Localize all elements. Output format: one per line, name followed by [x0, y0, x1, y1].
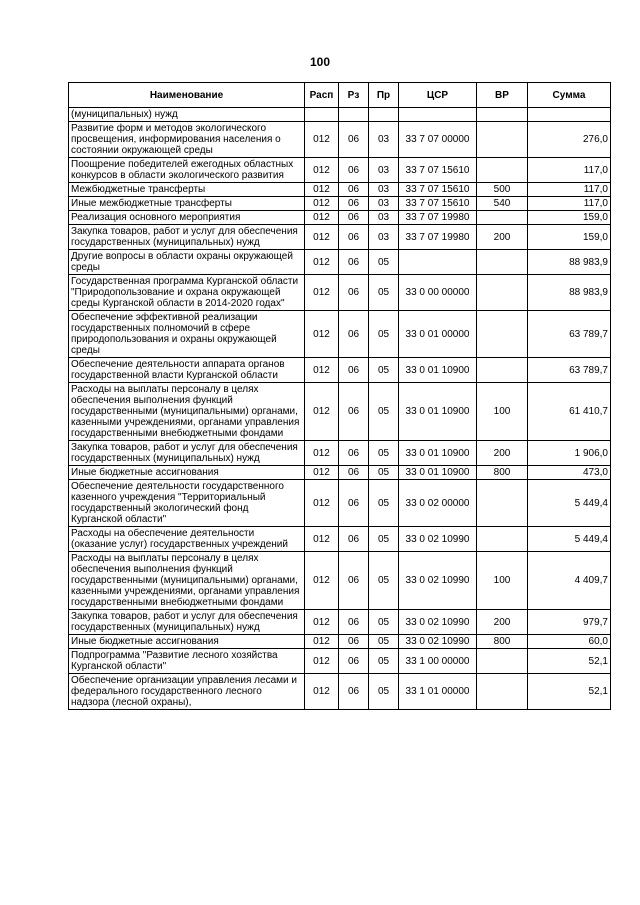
- row-csr-cell: 33 7 07 19980: [399, 211, 477, 225]
- row-name-cell: Закупка товаров, работ и услуг для обеспечения государственных (муниципальных) нужд: [69, 610, 305, 635]
- row-pr-cell: 05: [369, 250, 399, 275]
- row-sum-cell: 5 449,4: [528, 527, 611, 552]
- row-rasp-cell: 012: [305, 383, 339, 441]
- row-csr-cell: 33 0 01 10900: [399, 383, 477, 441]
- row-name-cell: Развитие форм и методов экологического просвещения, информирования населения о состоянии окружающей среды: [69, 122, 305, 158]
- row-rz-cell: 06: [339, 250, 369, 275]
- table-row: [69, 197, 611, 211]
- row-rz-cell: 06: [339, 383, 369, 441]
- row-sum-cell: 61 410,7: [528, 383, 611, 441]
- row-pr-cell: 03: [369, 197, 399, 211]
- row-pr-cell: 03: [369, 158, 399, 183]
- table-body: [69, 108, 611, 710]
- row-csr-cell: 33 0 02 00000: [399, 480, 477, 527]
- row-sum-cell: 117,0: [528, 197, 611, 211]
- row-rz-cell: 06: [339, 649, 369, 674]
- row-name-cell: Поощрение победителей ежегодных областных конкурсов в области экологического развития: [69, 158, 305, 183]
- row-rasp-cell: [305, 108, 339, 122]
- row-pr-cell: 05: [369, 383, 399, 441]
- row-rasp-cell: 012: [305, 441, 339, 466]
- row-rz-cell: 06: [339, 674, 369, 710]
- row-vr-cell: [477, 649, 528, 674]
- header-sum: Сумма: [528, 83, 611, 108]
- header-name: Наименование: [69, 83, 305, 108]
- row-vr-cell: [477, 527, 528, 552]
- row-pr-cell: 05: [369, 441, 399, 466]
- table-header-row: [69, 83, 611, 108]
- budget-table: [68, 82, 611, 710]
- row-sum-cell: 52,1: [528, 649, 611, 674]
- row-csr-cell: 33 0 01 10900: [399, 358, 477, 383]
- row-name-cell: Закупка товаров, работ и услуг для обеспечения государственных (муниципальных) нужд: [69, 225, 305, 250]
- row-sum-cell: 4 409,7: [528, 552, 611, 610]
- row-rz-cell: 06: [339, 527, 369, 552]
- row-rasp-cell: 012: [305, 225, 339, 250]
- row-name-cell: Расходы на выплаты персоналу в целях обеспечения выполнения функций государственными (муниципальными) органами, казенными учреждениями, органами управления государственными внебюджетными фондами: [69, 383, 305, 441]
- row-name-cell: Реализация основного мероприятия: [69, 211, 305, 225]
- row-csr-cell: 33 7 07 15610: [399, 158, 477, 183]
- row-name-cell: Обеспечение деятельности государственного казенного учреждения "Территориальный государственный экологический фонд Курганской области": [69, 480, 305, 527]
- row-vr-cell: 100: [477, 383, 528, 441]
- row-vr-cell: 540: [477, 197, 528, 211]
- row-name-cell: Обеспечение эффективной реализации государственных полномочий в сфере природопользования и охраны окружающей среды: [69, 311, 305, 358]
- row-csr-cell: 33 0 01 10900: [399, 466, 477, 480]
- row-rz-cell: 06: [339, 275, 369, 311]
- table-row: [69, 311, 611, 358]
- row-csr-cell: 33 7 07 00000: [399, 122, 477, 158]
- row-sum-cell: 88 983,9: [528, 250, 611, 275]
- row-rasp-cell: 012: [305, 552, 339, 610]
- table-row: [69, 649, 611, 674]
- table-row: [69, 225, 611, 250]
- row-rasp-cell: 012: [305, 480, 339, 527]
- row-vr-cell: [477, 250, 528, 275]
- row-name-cell: Расходы на выплаты персоналу в целях обеспечения выполнения функций государственными (муниципальными) органами, казенными учреждениями, органами управления государственными внебюджетными фондами: [69, 552, 305, 610]
- row-rasp-cell: 012: [305, 635, 339, 649]
- row-csr-cell: 33 0 02 10990: [399, 635, 477, 649]
- header-vr: ВР: [477, 83, 528, 108]
- row-pr-cell: 05: [369, 311, 399, 358]
- row-csr-cell: 33 1 01 00000: [399, 674, 477, 710]
- row-rasp-cell: 012: [305, 250, 339, 275]
- row-name-cell: Закупка товаров, работ и услуг для обеспечения государственных (муниципальных) нужд: [69, 441, 305, 466]
- header-pr: Пр: [369, 83, 399, 108]
- row-vr-cell: [477, 158, 528, 183]
- row-vr-cell: [477, 122, 528, 158]
- row-rasp-cell: 012: [305, 527, 339, 552]
- row-sum-cell: 159,0: [528, 211, 611, 225]
- row-rz-cell: 06: [339, 225, 369, 250]
- row-rz-cell: 06: [339, 610, 369, 635]
- row-rz-cell: 06: [339, 211, 369, 225]
- row-rasp-cell: 012: [305, 311, 339, 358]
- row-pr-cell: 05: [369, 552, 399, 610]
- row-rasp-cell: 012: [305, 466, 339, 480]
- row-vr-cell: 100: [477, 552, 528, 610]
- row-pr-cell: 03: [369, 122, 399, 158]
- table-row: [69, 275, 611, 311]
- table-row: [69, 383, 611, 441]
- row-csr-cell: 33 0 02 10990: [399, 527, 477, 552]
- row-pr-cell: 05: [369, 275, 399, 311]
- row-vr-cell: 800: [477, 635, 528, 649]
- row-csr-cell: 33 0 01 00000: [399, 311, 477, 358]
- row-pr-cell: 03: [369, 183, 399, 197]
- row-rasp-cell: 012: [305, 197, 339, 211]
- row-name-cell: Обеспечение деятельности аппарата органов государственной власти Курганской области: [69, 358, 305, 383]
- row-sum-cell: 473,0: [528, 466, 611, 480]
- row-name-cell: Межбюджетные трансферты: [69, 183, 305, 197]
- row-rz-cell: 06: [339, 158, 369, 183]
- row-vr-cell: 200: [477, 441, 528, 466]
- row-csr-cell: 33 0 01 10900: [399, 441, 477, 466]
- row-csr-cell: 33 7 07 19980: [399, 225, 477, 250]
- row-name-cell: Обеспечение организации управления лесами и федерального государственного лесного надзора (лесной охраны),: [69, 674, 305, 710]
- table-row: [69, 211, 611, 225]
- table-row: [69, 480, 611, 527]
- row-vr-cell: [477, 480, 528, 527]
- row-name-cell: Иные бюджетные ассигнования: [69, 466, 305, 480]
- row-vr-cell: [477, 311, 528, 358]
- row-rasp-cell: 012: [305, 358, 339, 383]
- row-vr-cell: [477, 358, 528, 383]
- row-sum-cell: 117,0: [528, 183, 611, 197]
- row-rz-cell: 06: [339, 197, 369, 211]
- row-name-cell: Расходы на обеспечение деятельности (оказание услуг) государственных учреждений: [69, 527, 305, 552]
- row-rz-cell: 06: [339, 441, 369, 466]
- table-row: [69, 635, 611, 649]
- row-name-cell: Иные межбюджетные трансферты: [69, 197, 305, 211]
- row-csr-cell: 33 0 00 00000: [399, 275, 477, 311]
- row-csr-cell: 33 0 02 10990: [399, 552, 477, 610]
- row-csr-cell: 33 0 02 10990: [399, 610, 477, 635]
- row-sum-cell: 60,0: [528, 635, 611, 649]
- row-rz-cell: [339, 108, 369, 122]
- row-vr-cell: 200: [477, 225, 528, 250]
- table-row: [69, 441, 611, 466]
- row-pr-cell: 05: [369, 480, 399, 527]
- table-row: [69, 358, 611, 383]
- row-vr-cell: 200: [477, 610, 528, 635]
- row-sum-cell: 63 789,7: [528, 358, 611, 383]
- table-row: [69, 527, 611, 552]
- row-csr-cell: [399, 108, 477, 122]
- row-rasp-cell: 012: [305, 275, 339, 311]
- row-csr-cell: 33 7 07 15610: [399, 183, 477, 197]
- row-sum-cell: 117,0: [528, 158, 611, 183]
- row-rasp-cell: 012: [305, 610, 339, 635]
- row-pr-cell: 03: [369, 225, 399, 250]
- row-vr-cell: 500: [477, 183, 528, 197]
- table-row: [69, 108, 611, 122]
- header-rasp: Расп: [305, 83, 339, 108]
- table-row: [69, 674, 611, 710]
- row-rasp-cell: 012: [305, 183, 339, 197]
- table-row: [69, 183, 611, 197]
- row-rasp-cell: 012: [305, 649, 339, 674]
- row-rz-cell: 06: [339, 122, 369, 158]
- table-row: [69, 122, 611, 158]
- row-pr-cell: 05: [369, 358, 399, 383]
- row-sum-cell: 88 983,9: [528, 275, 611, 311]
- table-row: [69, 552, 611, 610]
- row-pr-cell: [369, 108, 399, 122]
- row-vr-cell: [477, 211, 528, 225]
- page-number: 100: [309, 55, 331, 69]
- row-rz-cell: 06: [339, 183, 369, 197]
- row-csr-cell: [399, 250, 477, 275]
- row-pr-cell: 05: [369, 649, 399, 674]
- table-row: [69, 158, 611, 183]
- row-name-cell: (муниципальных) нужд: [69, 108, 305, 122]
- row-pr-cell: 05: [369, 527, 399, 552]
- row-rz-cell: 06: [339, 635, 369, 649]
- row-vr-cell: [477, 108, 528, 122]
- row-rasp-cell: 012: [305, 211, 339, 225]
- table-row: [69, 466, 611, 480]
- header-rz: Рз: [339, 83, 369, 108]
- row-sum-cell: 52,1: [528, 674, 611, 710]
- row-sum-cell: 1 906,0: [528, 441, 611, 466]
- row-pr-cell: 05: [369, 610, 399, 635]
- row-pr-cell: 03: [369, 211, 399, 225]
- row-rz-cell: 06: [339, 311, 369, 358]
- row-vr-cell: [477, 275, 528, 311]
- row-pr-cell: 05: [369, 466, 399, 480]
- row-vr-cell: [477, 674, 528, 710]
- row-name-cell: Другие вопросы в области охраны окружающей среды: [69, 250, 305, 275]
- row-sum-cell: 276,0: [528, 122, 611, 158]
- row-csr-cell: 33 7 07 15610: [399, 197, 477, 211]
- row-sum-cell: 159,0: [528, 225, 611, 250]
- row-rz-cell: 06: [339, 552, 369, 610]
- row-sum-cell: 63 789,7: [528, 311, 611, 358]
- row-csr-cell: 33 1 00 00000: [399, 649, 477, 674]
- row-pr-cell: 05: [369, 635, 399, 649]
- row-rasp-cell: 012: [305, 158, 339, 183]
- row-rz-cell: 06: [339, 480, 369, 527]
- row-sum-cell: [528, 108, 611, 122]
- table-row: [69, 610, 611, 635]
- row-rasp-cell: 012: [305, 122, 339, 158]
- table-row: [69, 250, 611, 275]
- row-sum-cell: 979,7: [528, 610, 611, 635]
- row-name-cell: Подпрограмма "Развитие лесного хозяйства Курганской области": [69, 649, 305, 674]
- row-vr-cell: 800: [477, 466, 528, 480]
- row-rz-cell: 06: [339, 466, 369, 480]
- row-rasp-cell: 012: [305, 674, 339, 710]
- row-name-cell: Государственная программа Курганской области "Природопользование и охрана окружающей среды Курганской области в 2014-2020 годах": [69, 275, 305, 311]
- row-sum-cell: 5 449,4: [528, 480, 611, 527]
- row-pr-cell: 05: [369, 674, 399, 710]
- row-rz-cell: 06: [339, 358, 369, 383]
- row-name-cell: Иные бюджетные ассигнования: [69, 635, 305, 649]
- header-csr: ЦСР: [399, 83, 477, 108]
